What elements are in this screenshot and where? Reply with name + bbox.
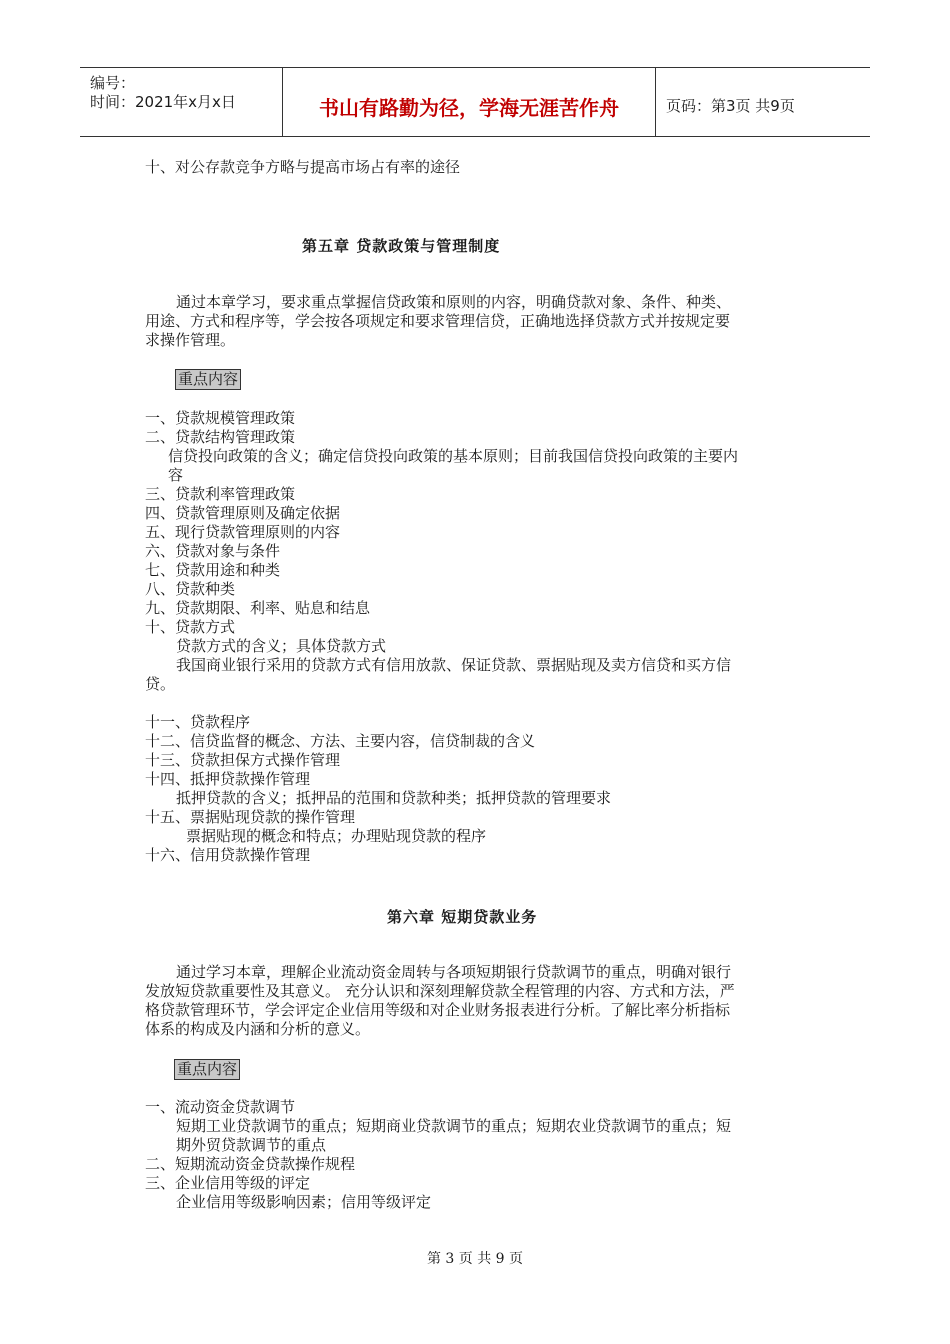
key-content-badge: 重点内容 [175,369,241,390]
list-item: 六、贷款对象与条件 [145,542,281,560]
chapter-6-intro-line: 发放短贷款重要性及其意义。 充分认识和深刻理解贷款全程管理的内容、方式和方法，严 [145,982,735,1000]
list-item-detail: 信贷投向政策的含义；确定信贷投向政策的基本原则；目前我国信贷投向政策的主要内 [168,447,739,465]
list-item: 十四、抵押贷款操作管理 [145,770,311,788]
list-item: 十、贷款方式 [145,618,236,636]
list-item: 十二、信贷监督的概念、方法、主要内容，信贷制裁的含义 [145,732,536,750]
list-item-detail: 期外贸贷款调节的重点 [176,1136,327,1154]
list-item: 一、流动资金贷款调节 [145,1098,296,1116]
list-item-detail: 贷。 [145,675,176,693]
document-time-label: 时间：2021年x月x日 [90,93,236,111]
page-header [80,67,870,137]
list-item: 四、贷款管理原则及确定依据 [145,504,341,522]
chapter-6-intro-line: 格贷款管理环节，学会评定企业信用等级和对企业财务报表进行分析。了解比率分析指标 [145,1001,731,1019]
list-item: 七、贷款用途和种类 [145,561,281,579]
list-item-detail: 短期工业贷款调节的重点；短期商业贷款调节的重点；短期农业贷款调节的重点；短 [176,1117,732,1135]
list-item: 十五、票据贴现贷款的操作管理 [145,808,356,826]
chapter-5-intro-line: 用途、方式和程序等，学会按各项规定和要求管理信贷，正确地选择贷款方式并按规定要 [145,312,731,330]
chapter-6-title: 第六章 短期贷款业务 [387,908,538,926]
list-item: 三、贷款利率管理政策 [145,485,296,503]
list-item: 十六、信用贷款操作管理 [145,846,311,864]
list-item: 十一、贷款程序 [145,713,251,731]
chapter-5-title: 第五章 贷款政策与管理制度 [302,237,501,255]
header-motto: 书山有路勤为径，学海无涯苦作舟 [319,96,619,120]
header-page-cell [656,68,870,136]
list-item: 二、短期流动资金贷款操作规程 [145,1155,356,1173]
key-content-badge: 重点内容 [174,1059,240,1080]
page-footer: 第 3 页 共 9 页 [426,1251,524,1267]
list-item: 十三、贷款担保方式操作管理 [145,751,341,769]
list-item-detail: 企业信用等级影响因素；信用等级评定 [176,1193,432,1211]
list-item-detail: 贷款方式的含义；具体贷款方式 [176,637,387,655]
list-item: 一、贷款规模管理政策 [145,409,296,427]
list-item: 八、贷款种类 [145,580,236,598]
chapter-6-intro-line: 体系的构成及内涵和分析的意义。 [145,1020,371,1038]
list-item-detail: 我国商业银行采用的贷款方式有信用放款、保证贷款、票据贴现及卖方信贷和买方信 [176,656,732,674]
list-item-detail: 票据贴现的概念和特点；办理贴现贷款的程序 [186,827,487,845]
list-item: 三、企业信用等级的评定 [145,1174,311,1192]
chapter-5-intro-line: 通过本章学习，要求重点掌握信贷政策和原则的内容，明确贷款对象、条件、种类、 [176,293,732,311]
header-motto-cell [283,68,656,136]
chapter-5-intro-line: 求操作管理。 [145,331,236,349]
header-meta-cell [80,68,283,136]
list-item: 十、对公存款竞争方略与提高市场占有率的途径 [145,158,461,176]
list-item-detail: 容 [168,466,184,484]
list-item: 五、现行贷款管理原则的内容 [145,523,341,541]
header-page-info: 页码：第3页 共9页 [666,97,795,115]
list-item: 九、贷款期限、利率、贴息和结息 [145,599,371,617]
list-item-detail: 抵押贷款的含义；抵押品的范围和贷款种类；抵押贷款的管理要求 [176,789,612,807]
list-item: 二、贷款结构管理政策 [145,428,296,446]
document-number-label: 编号： [90,74,136,92]
chapter-6-intro-line: 通过学习本章，理解企业流动资金周转与各项短期银行贷款调节的重点，明确对银行 [176,963,732,981]
